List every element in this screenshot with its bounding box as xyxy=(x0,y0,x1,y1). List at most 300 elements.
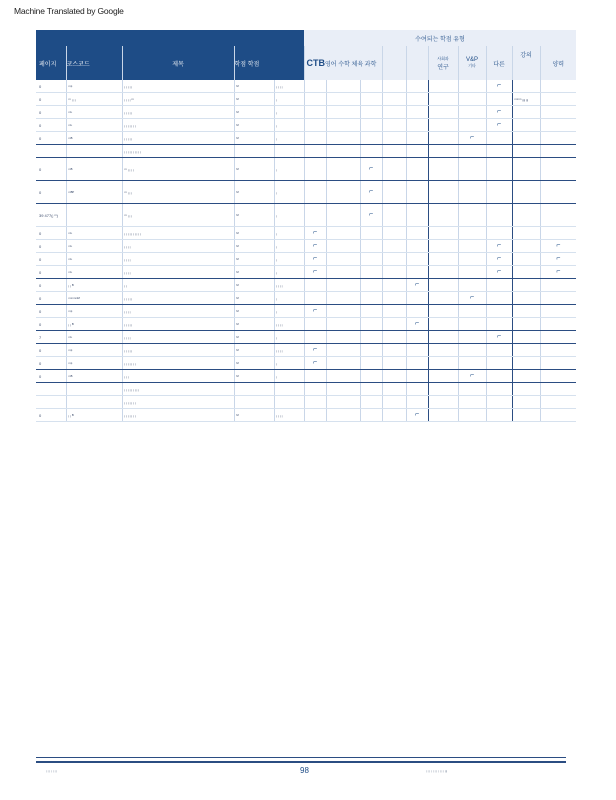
cell-credit-mark xyxy=(458,240,486,253)
cell-credit-mark xyxy=(406,396,428,409)
cell-credit-value: ᵢ xyxy=(274,132,304,145)
cell-credit-mark xyxy=(540,370,576,383)
cell-credit-mark xyxy=(382,396,406,409)
cell-credit-mark xyxy=(512,357,540,370)
cell-credit-type: ᴹ xyxy=(234,409,274,422)
cell-credit-value: ᵢ xyxy=(274,305,304,318)
cell-course-code: ᵐᴸ xyxy=(66,227,122,240)
check-mark-icon: ⌐ xyxy=(469,134,475,141)
footer-rule xyxy=(36,757,566,758)
cell-credit-mark xyxy=(406,279,428,292)
cell-page: 0 xyxy=(36,253,66,266)
cell-credit-type: ᴹ xyxy=(234,80,274,93)
cell-credit-value: ᵢ xyxy=(274,119,304,132)
check-mark-icon: ⌐ xyxy=(556,255,561,262)
table-row xyxy=(36,279,576,292)
header-title-text: 제목 xyxy=(172,61,184,68)
cell-course-code: ᵐᵖ xyxy=(66,80,122,93)
cell-credit-mark xyxy=(486,357,512,370)
cell-credit-mark xyxy=(540,158,576,181)
cell-credit-mark xyxy=(512,383,540,396)
check-mark-icon: ⌐ xyxy=(368,165,374,172)
check-mark-icon: ⌐ xyxy=(312,229,318,236)
cell-credit-mark xyxy=(382,370,406,383)
check-mark-icon: ⌐ xyxy=(414,281,420,288)
cell-title: ᵢ ᵢ ᵢ xyxy=(122,370,234,383)
cell-credit-mark xyxy=(428,344,458,357)
header-top-left xyxy=(36,30,304,46)
cell-credit-mark xyxy=(458,279,486,292)
cell-credit-value: ᵢ xyxy=(274,158,304,181)
cell-credit-mark xyxy=(512,145,540,158)
cell-credit-mark xyxy=(304,396,326,409)
cell-credit-mark xyxy=(458,227,486,240)
cell-credit-mark xyxy=(486,106,512,119)
check-mark-icon: ⌐ xyxy=(312,255,318,262)
cell-credit-mark xyxy=(406,227,428,240)
cell-credit-mark xyxy=(428,93,458,106)
cell-credit-mark xyxy=(406,409,428,422)
cell-credit-mark xyxy=(458,204,486,227)
cell-credit-mark xyxy=(326,253,360,266)
cell-credit-mark xyxy=(428,370,458,383)
cell-course-code: ᵐᴸ xyxy=(66,266,122,279)
table-row xyxy=(36,266,576,279)
cell-course-code: ᵐᴮᴾ xyxy=(66,181,122,204)
cell-credit-type: ᴹ xyxy=(234,240,274,253)
cell-credit-mark xyxy=(326,266,360,279)
header-etc-text: 다른 xyxy=(493,61,505,68)
cell-title: ᵢ ᵢ ᵢ ᵢ ᵢ ᵢ ᵢ xyxy=(122,119,234,132)
cell-credit-mark xyxy=(540,253,576,266)
cell-credit-mark xyxy=(406,253,428,266)
cell-credit-mark xyxy=(406,266,428,279)
cell-credit-mark xyxy=(382,240,406,253)
cell-credit-mark xyxy=(326,204,360,227)
cell-title: ᵢ ᵢ ᵢ ᵢ ᵢ xyxy=(122,292,234,305)
table-row xyxy=(36,132,576,145)
cell-credit-type: ᴹ xyxy=(234,370,274,383)
cell-credit-mark xyxy=(382,292,406,305)
table-row xyxy=(36,119,576,132)
cell-credit-mark xyxy=(304,383,326,396)
check-mark-icon: ⌐ xyxy=(496,242,502,249)
cell-credit-mark xyxy=(360,93,382,106)
cell-credit-mark xyxy=(360,106,382,119)
cell-credit-mark xyxy=(458,318,486,331)
cell-credit-mark xyxy=(326,93,360,106)
cell-credit-mark xyxy=(304,318,326,331)
cell-credit-mark xyxy=(540,119,576,132)
cell-credit-mark xyxy=(512,370,540,383)
cell-credit-mark xyxy=(486,305,512,318)
cell-credit-mark xyxy=(326,80,360,93)
cell-credit-mark xyxy=(406,80,428,93)
cell-credit-mark xyxy=(382,181,406,204)
cell-credit-mark xyxy=(540,181,576,204)
cell-credit-mark xyxy=(512,292,540,305)
credit-type-group-label: 수여되는 학점 유형 xyxy=(304,30,576,46)
cell-title: ᵢ ᵢ ᵢ ᵢ xyxy=(122,240,234,253)
check-mark-icon: ⌐ xyxy=(496,108,502,115)
cell-credit-mark xyxy=(428,240,458,253)
cell-credit-value: ᵢ xyxy=(274,266,304,279)
cell-credit-mark xyxy=(512,344,540,357)
cell-credit-mark xyxy=(360,370,382,383)
cell-credit-mark xyxy=(512,106,540,119)
cell-credit-mark xyxy=(382,266,406,279)
cell-credit-mark xyxy=(382,409,406,422)
cell-title: ᵐ ᵢ ᵢ ᵢ xyxy=(122,181,234,204)
check-mark-icon: ⌐ xyxy=(496,268,502,275)
cell-credit-mark xyxy=(382,318,406,331)
cell-title: ᵢ ᵢ ᵢ ᵢ ᵢ xyxy=(122,132,234,145)
row-note: ᵐᵐᵐ ᵢᵢᵢᵢ ᵢᵢᵢ xyxy=(514,96,528,102)
header-title xyxy=(122,46,234,80)
cell-credit-mark xyxy=(326,292,360,305)
cell-credit-mark xyxy=(486,240,512,253)
cell-credit-mark xyxy=(360,305,382,318)
cell-credit-mark xyxy=(428,253,458,266)
cell-credit-mark xyxy=(326,119,360,132)
cell-credit-mark xyxy=(326,181,360,204)
cell-course-code: ᵐᵖ xyxy=(66,305,122,318)
table-row xyxy=(36,383,576,396)
cell-credit-mark xyxy=(304,344,326,357)
cell-credit-type: ᴹ xyxy=(234,357,274,370)
cell-course-code xyxy=(66,396,122,409)
table-row xyxy=(36,357,576,370)
cell-credit-value: ᵢ ᵢ ᵢ ᵢ xyxy=(274,279,304,292)
cell-credit-type xyxy=(234,383,274,396)
cell-page xyxy=(36,145,66,158)
cell-credit-type: ᴹ xyxy=(234,305,274,318)
cell-page: 0 xyxy=(36,318,66,331)
header-blank-2 xyxy=(406,46,428,80)
cell-credit-mark xyxy=(428,145,458,158)
cell-credit-value: ᵢ xyxy=(274,240,304,253)
header-lecture-text: 강의 xyxy=(520,53,532,59)
cell-credit-mark xyxy=(486,383,512,396)
table-row xyxy=(36,396,576,409)
check-mark-icon: ⌐ xyxy=(312,268,318,275)
header-research: 연구 xyxy=(437,64,449,71)
cell-credit-mark xyxy=(304,266,326,279)
check-mark-icon: ⌐ xyxy=(414,411,420,418)
cell-page: 0 xyxy=(36,292,66,305)
cell-credit-mark xyxy=(304,305,326,318)
cell-credit-mark xyxy=(486,331,512,344)
check-mark-icon: ⌐ xyxy=(414,320,420,327)
check-mark-icon: ⌐ xyxy=(312,242,318,249)
cell-credit-mark xyxy=(512,181,540,204)
cell-credit-mark xyxy=(486,181,512,204)
cell-credit-mark xyxy=(406,145,428,158)
cell-page: 0 xyxy=(36,132,66,145)
cell-credit-type: ᴹ xyxy=(234,318,274,331)
cell-credit-mark xyxy=(512,158,540,181)
cell-credit-mark xyxy=(540,240,576,253)
cell-credit-mark xyxy=(458,331,486,344)
cell-page: 0 xyxy=(36,227,66,240)
cell-credit-mark xyxy=(360,145,382,158)
cell-course-code: ᵐᴸ xyxy=(66,331,122,344)
cell-credit-mark xyxy=(382,253,406,266)
cell-course-code: ᵐᵐᵐᵐᴹ xyxy=(66,292,122,305)
cell-course-code xyxy=(66,204,122,227)
header-page-text: 페이지 xyxy=(39,61,57,68)
cell-credit-mark xyxy=(486,266,512,279)
cell-credit-mark xyxy=(540,279,576,292)
cell-course-code: ᵐᴮ xyxy=(66,132,122,145)
cell-credit-mark xyxy=(486,227,512,240)
cell-page: 0 xyxy=(36,266,66,279)
check-mark-icon: ⌐ xyxy=(496,121,502,128)
cell-credit-mark xyxy=(406,370,428,383)
cell-credit-mark xyxy=(458,158,486,181)
cell-credit-mark xyxy=(360,253,382,266)
cell-credit-mark xyxy=(382,158,406,181)
cell-credit-mark xyxy=(458,181,486,204)
header-vp-text: V&P xyxy=(465,57,478,63)
cell-credit-mark xyxy=(428,318,458,331)
table-row xyxy=(36,145,576,158)
cell-credit-mark xyxy=(326,240,360,253)
cell-title: ᵢ ᵢ ᵢ ᵢ ᵢ xyxy=(122,344,234,357)
cell-credit-mark xyxy=(304,279,326,292)
cell-credit-mark xyxy=(486,80,512,93)
cell-credit-value xyxy=(274,145,304,158)
cell-credit-mark xyxy=(360,204,382,227)
cell-credit-mark xyxy=(304,145,326,158)
cell-credit-mark xyxy=(540,132,576,145)
cell-credit-mark xyxy=(360,227,382,240)
cell-credit-mark xyxy=(540,344,576,357)
cell-course-code: ᵐ ᵢ ᵢ ᵢ xyxy=(66,93,122,106)
table-row xyxy=(36,409,576,422)
cell-credit-mark xyxy=(326,106,360,119)
cell-credit-type: ᴹ xyxy=(234,253,274,266)
cell-credit-mark xyxy=(540,292,576,305)
cell-page: 0 xyxy=(36,106,66,119)
cell-page: 0 xyxy=(36,158,66,181)
cell-credit-type: ᴹ xyxy=(234,93,274,106)
cell-credit-type: ᴹ xyxy=(234,119,274,132)
cell-credit-mark xyxy=(382,145,406,158)
cell-credit-mark xyxy=(326,318,360,331)
cell-credit-mark xyxy=(406,331,428,344)
cell-course-code: ᵐᴸ xyxy=(66,106,122,119)
cell-credit-value: ᵢ xyxy=(274,370,304,383)
footer-rule-thick xyxy=(36,761,566,763)
check-mark-icon: ⌐ xyxy=(496,255,502,262)
header-ctb xyxy=(304,46,382,80)
cell-credit-mark xyxy=(326,383,360,396)
table-row xyxy=(36,106,576,119)
cell-credit-mark xyxy=(540,331,576,344)
cell-credit-value: ᵢ xyxy=(274,292,304,305)
cell-credit-mark xyxy=(406,318,428,331)
header-credits-text: 학점 학점 xyxy=(234,61,260,68)
cell-credit-type xyxy=(234,145,274,158)
cell-page: 0 xyxy=(36,93,66,106)
cell-credit-mark xyxy=(382,227,406,240)
cell-credit-value: ᵢ xyxy=(274,93,304,106)
cell-credit-mark xyxy=(486,409,512,422)
cell-credit-mark xyxy=(360,344,382,357)
cell-credit-type: ᴹ xyxy=(234,279,274,292)
cell-course-code: ᵐᵖ xyxy=(66,344,122,357)
cell-credit-value: ᵢ xyxy=(274,106,304,119)
cell-credit-mark xyxy=(382,204,406,227)
header-top-row xyxy=(36,30,576,46)
cell-credit-mark xyxy=(382,279,406,292)
cell-credit-mark xyxy=(326,357,360,370)
cell-title: ᵢ ᵢ ᵢ ᵢ ᵐ xyxy=(122,93,234,106)
table-row xyxy=(36,93,576,106)
cell-credit-type: ᴹ xyxy=(234,204,274,227)
cell-credit-mark xyxy=(458,93,486,106)
cell-credit-mark xyxy=(326,370,360,383)
cell-page: 39 477(ᵢ ᵐ) xyxy=(36,204,66,227)
cell-credit-value: ᵢ ᵢ ᵢ ᵢ xyxy=(274,80,304,93)
check-mark-icon: ⌐ xyxy=(496,333,502,340)
cell-credit-mark xyxy=(304,240,326,253)
cell-title: ᵢ ᵢ ᵢ ᵢ ᵢ xyxy=(122,106,234,119)
cell-credit-mark xyxy=(540,357,576,370)
cell-title: ᵢ ᵢ ᵢ ᵢ ᵢ ᵢ ᵢ ᵢ ᵢ ᵢ xyxy=(122,145,234,158)
cell-credit-mark xyxy=(486,318,512,331)
cell-credit-mark xyxy=(512,318,540,331)
cell-page: 0 xyxy=(36,357,66,370)
cell-credit-mark xyxy=(406,344,428,357)
cell-credit-mark xyxy=(382,80,406,93)
cell-credit-type: ᴹ xyxy=(234,344,274,357)
cell-credit-mark xyxy=(486,396,512,409)
check-mark-icon: ⌐ xyxy=(368,211,374,218)
cell-course-code: ᵢ ᵢ ᴮ xyxy=(66,279,122,292)
cell-credit-type: ᴹ xyxy=(234,106,274,119)
cell-credit-mark xyxy=(406,181,428,204)
cell-credit-mark xyxy=(512,409,540,422)
cell-credit-mark xyxy=(428,106,458,119)
cell-page: 0 xyxy=(36,181,66,204)
cell-credit-value: ᵢ xyxy=(274,357,304,370)
cell-title: ᵢ ᵢ ᵢ ᵢ ᵢ xyxy=(122,80,234,93)
cell-credit-value xyxy=(274,396,304,409)
cell-credit-mark xyxy=(428,383,458,396)
cell-page: 0 xyxy=(36,305,66,318)
table-row xyxy=(36,305,576,318)
cell-credit-mark xyxy=(326,145,360,158)
cell-credit-mark xyxy=(458,80,486,93)
header-credits xyxy=(234,46,304,80)
cell-credit-mark xyxy=(360,80,382,93)
cell-credit-mark xyxy=(428,80,458,93)
cell-credit-mark xyxy=(458,357,486,370)
cell-title: ᵢ ᵢ ᵢ ᵢ ᵢ ᵢ ᵢ xyxy=(122,409,234,422)
header-blank-1 xyxy=(382,46,406,80)
cell-credit-mark xyxy=(304,204,326,227)
cell-credit-type: ᴹ xyxy=(234,227,274,240)
cell-credit-type: ᴹ xyxy=(234,331,274,344)
cell-credit-mark xyxy=(512,305,540,318)
cell-credit-mark xyxy=(458,266,486,279)
cell-credit-mark xyxy=(540,305,576,318)
cell-credit-mark xyxy=(326,305,360,318)
cell-course-code: ᵐᴸ xyxy=(66,253,122,266)
cell-course-code xyxy=(66,145,122,158)
cell-page: 0 xyxy=(36,344,66,357)
cell-credit-mark xyxy=(406,106,428,119)
cell-credit-mark xyxy=(486,158,512,181)
cell-credit-mark xyxy=(428,396,458,409)
cell-course-code xyxy=(66,383,122,396)
cell-credit-mark xyxy=(458,370,486,383)
cell-credit-mark xyxy=(428,158,458,181)
cell-credit-mark xyxy=(406,305,428,318)
cell-credit-value: ᵢ xyxy=(274,204,304,227)
table-row xyxy=(36,227,576,240)
table-row xyxy=(36,80,576,93)
header-vp-sub: 기타 xyxy=(468,63,476,68)
cell-credit-mark xyxy=(360,240,382,253)
header-elective xyxy=(540,46,576,80)
check-mark-icon: ⌐ xyxy=(496,82,502,89)
cell-course-code: ᵢ ᵢ ᴮ xyxy=(66,409,122,422)
table-row xyxy=(36,158,576,181)
cell-credit-mark xyxy=(486,344,512,357)
cell-credit-mark xyxy=(360,409,382,422)
table-row xyxy=(36,318,576,331)
cell-credit-mark xyxy=(540,266,576,279)
cell-credit-mark xyxy=(406,240,428,253)
cell-credit-mark xyxy=(428,409,458,422)
cell-credit-mark xyxy=(406,383,428,396)
check-mark-icon: ⌐ xyxy=(312,307,318,314)
cell-credit-value: ᵢ ᵢ ᵢ ᵢ xyxy=(274,344,304,357)
cell-credit-mark xyxy=(428,305,458,318)
cell-title: ᵢ ᵢ ᵢ ᵢ xyxy=(122,331,234,344)
cell-credit-mark xyxy=(304,119,326,132)
footer-right-text: ᵢ ᵢ ᵢ ᵢ ᵢ ᵢ ᵢ ᵢ ᵢ ᵢ ᵢ ᵢᵢᵢ xyxy=(426,768,448,773)
cell-credit-mark xyxy=(486,279,512,292)
table-row xyxy=(36,344,576,357)
cell-credit-mark xyxy=(512,204,540,227)
cell-credit-mark xyxy=(304,80,326,93)
cell-credit-mark xyxy=(512,240,540,253)
cell-credit-value: ᵢ xyxy=(274,181,304,204)
cell-credit-value xyxy=(274,383,304,396)
cell-credit-mark xyxy=(486,292,512,305)
cell-title: ᵢ ᵢ ᵢ ᵢ ᵢ ᵢ ᵢ xyxy=(122,396,234,409)
cell-credit-mark xyxy=(406,93,428,106)
cell-credit-mark xyxy=(382,119,406,132)
header-elective-text: 양력 xyxy=(552,61,565,68)
cell-title: ᵢ ᵢ ᵢ ᵢ xyxy=(122,253,234,266)
cell-credit-mark xyxy=(326,396,360,409)
cell-credit-mark xyxy=(540,227,576,240)
header-lecture xyxy=(512,46,540,80)
cell-credit-mark xyxy=(540,318,576,331)
cell-credit-mark xyxy=(304,93,326,106)
cell-credit-mark xyxy=(406,119,428,132)
cell-credit-value: ᵢ ᵢ ᵢ ᵢ xyxy=(274,409,304,422)
cell-course-code: ᵐᴮ xyxy=(66,370,122,383)
cell-credit-mark xyxy=(304,331,326,344)
cell-credit-mark xyxy=(486,204,512,227)
cell-credit-mark xyxy=(458,383,486,396)
